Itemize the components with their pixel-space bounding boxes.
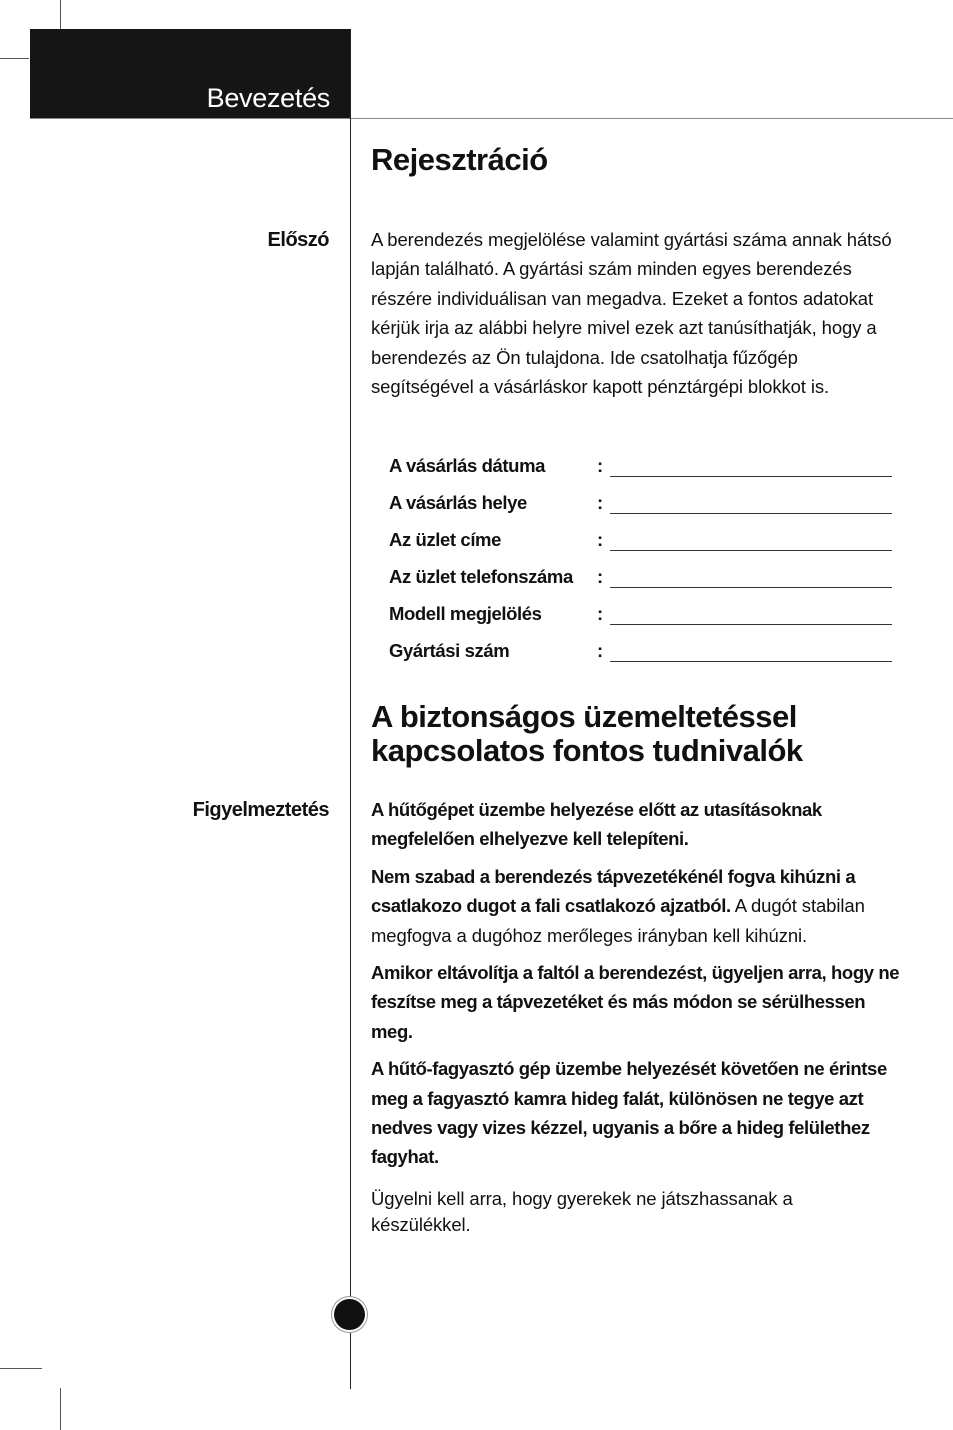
safety-paragraph-4: A hűtő-fagyasztó gép üzembe helyezését követően ne érintse meg a fagyasztó kamra hideg falát, különösen ne tegye azt nedves vagy vizes kézzel, ugyanis a bőre a hideg felülethez fagyhat. <box>371 1058 887 1168</box>
form-row-model <box>389 603 893 629</box>
form-separator: : <box>597 492 603 513</box>
form-label: Gyártási szám <box>389 640 510 661</box>
form-fill-line[interactable] <box>610 513 892 514</box>
form-fill-line[interactable] <box>610 476 892 477</box>
safety-heading-line2: kapcsolatos fontos tudnivalók <box>371 733 803 768</box>
header-divider-left <box>30 118 350 119</box>
column-divider <box>350 29 351 1389</box>
form-separator: : <box>597 603 603 624</box>
crop-mark-bottom <box>60 1388 61 1430</box>
safety-paragraph-2-bold: Nem szabad a berendezés tápvezetékénél fogva kihúzni a csatlakozo dugot a fali csatlakozó ajzatból. <box>371 865 856 917</box>
registration-heading: Rejesztráció <box>371 142 548 177</box>
section-header <box>30 29 350 118</box>
form-fill-line[interactable] <box>610 587 892 588</box>
form-row-purchase-place <box>389 492 893 518</box>
header-divider <box>350 118 953 119</box>
form-label: Az üzlet telefonszáma <box>389 566 573 587</box>
crop-mark-left-top <box>0 58 29 59</box>
safety-heading <box>371 700 891 768</box>
form-label: Modell megjelölés <box>389 603 542 624</box>
form-fill-line[interactable] <box>610 624 892 625</box>
safety-paragraph-3: Amikor eltávolítja a faltól a berendezést, ügyeljen arra, hogy ne feszítse meg a tápvezetéket és más módon se sérülhessen meg. <box>371 962 900 1042</box>
form-label: A vásárlás dátuma <box>389 455 546 476</box>
safety-heading-line1: A biztonságos üzemeltetéssel <box>371 699 797 734</box>
safety-paragraph-2 <box>371 862 901 950</box>
form-separator: : <box>597 455 603 476</box>
form-separator: : <box>597 529 603 550</box>
form-row-store-phone <box>389 566 893 592</box>
safety-paragraph-1: A hűtőgépet üzembe helyezése előtt az utasításoknak megfelelően elhelyezve kell telepíteni. <box>371 799 822 850</box>
form-separator: : <box>597 640 603 661</box>
registration-intro <box>371 225 901 409</box>
page-marker-dot <box>334 1299 365 1330</box>
warning-label: Figyelmeztetés <box>192 799 329 821</box>
safety-paragraphs <box>371 795 901 1246</box>
form-separator: : <box>597 566 603 587</box>
form-label: A vásárlás helye <box>389 492 527 513</box>
form-fill-line[interactable] <box>610 661 892 662</box>
form-row-purchase-date <box>389 455 893 481</box>
form-fill-line[interactable] <box>610 550 892 551</box>
safety-paragraph-5: Ügyelni kell arra, hogy gyerekek ne játszhassanak a készülékkel. <box>371 1187 793 1235</box>
registration-intro-text: A berendezés megjelölése valamint gyártási száma annak hátsó lapján található. A gyártási szám minden egyes berendezés részére individuálisan van megadva. Ezeket a fontos adatokat kérjük irja az alábbi helyre mivel ezek azt tanúsíthatják, hogy a berendezés az Ön tulajdona. Ide csatolhatja fűzőgép segítségével a vásárláskor kapott pénztárgépi blokkot is. <box>371 229 892 398</box>
form-row-store-address <box>389 529 893 555</box>
foreword-label: Előszó <box>267 229 329 251</box>
form-label: Az üzlet címe <box>389 529 501 550</box>
crop-mark-top <box>60 0 61 29</box>
crop-mark-left-bottom <box>0 1368 42 1369</box>
section-title: Bevezetés <box>206 83 330 113</box>
safety-paragraph-2-normal: A dugót stabilan megfogva a dugóhoz merőleges irányban kell kihúzni. <box>371 895 865 946</box>
form-row-serial <box>389 640 893 666</box>
